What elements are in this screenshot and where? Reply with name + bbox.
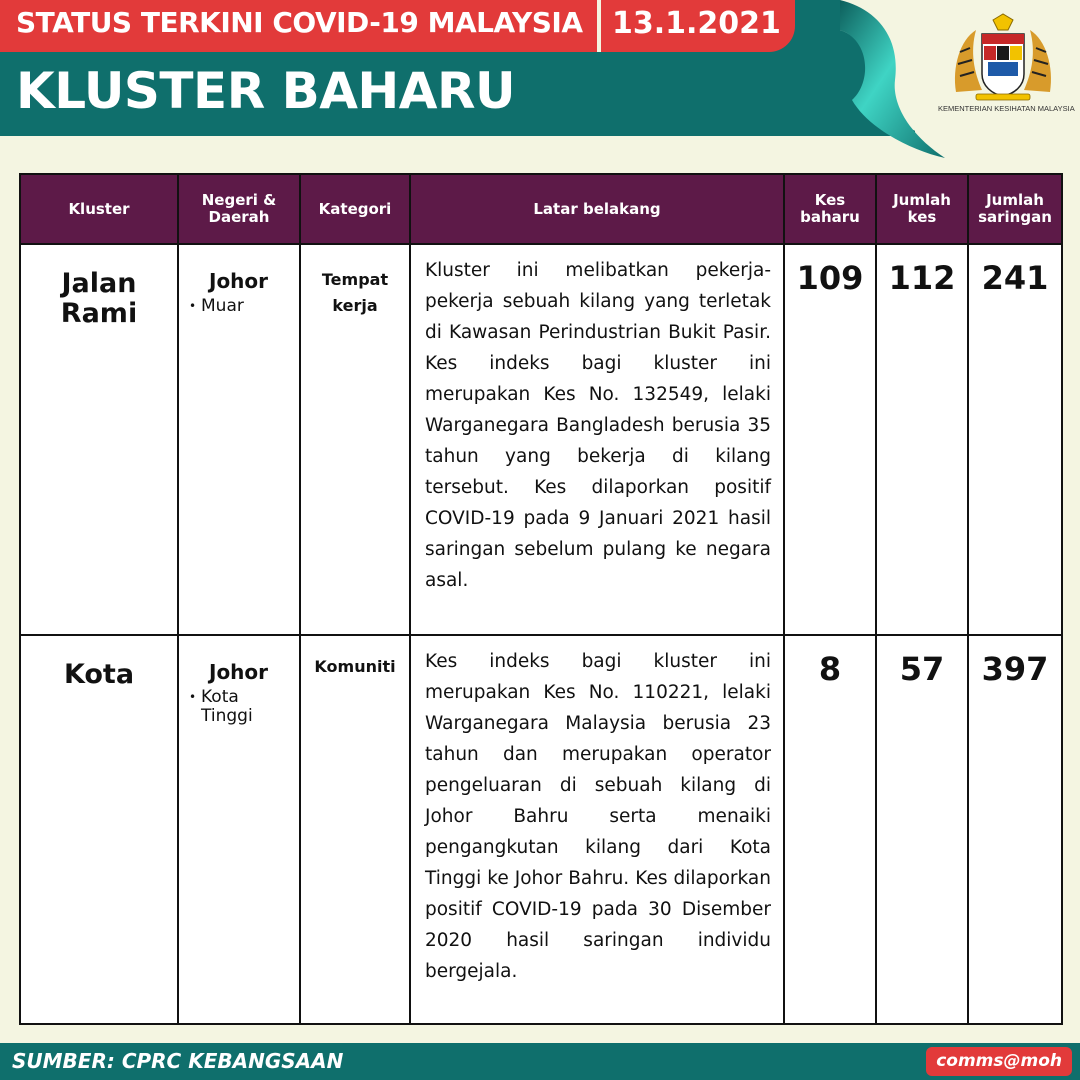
new-cases-cell [784, 244, 876, 635]
district-name: Muar [201, 296, 244, 316]
column-header: Latar belakang [410, 174, 784, 244]
status-bar [0, 0, 795, 52]
location-cell [178, 244, 300, 635]
table-header-row [20, 174, 1062, 244]
page-title: KLUSTER BAHARU [16, 62, 516, 120]
column-header: Negeri & Daerah [178, 174, 300, 244]
category-cell [300, 244, 410, 635]
ministry-label: KEMENTERIAN KESIHATAN MALAYSIA [938, 104, 1075, 113]
status-label: STATUS TERKINI COVID-19 MALAYSIA [16, 6, 583, 39]
background-cell [410, 635, 784, 1024]
bullet-icon: • [189, 299, 197, 313]
cluster-cell [20, 635, 178, 1024]
district-name: Kota Tinggi [201, 687, 253, 726]
bullet-icon: • [189, 690, 197, 704]
category-cell [300, 635, 410, 1024]
footer-band [0, 1043, 1080, 1080]
cluster-cell [20, 244, 178, 635]
new-cases-value: 109 [796, 259, 864, 297]
district-item [179, 293, 299, 316]
column-header: Kluster [20, 174, 178, 244]
location-cell [178, 635, 300, 1024]
cluster-name: Jalan Rami [60, 268, 138, 329]
cluster-table [19, 173, 1063, 1025]
screenings-cell [968, 244, 1062, 635]
district-item [179, 684, 299, 726]
state-name: Johor [209, 660, 269, 684]
total-cases-value: 112 [888, 259, 956, 297]
column-header: Kes baharu [784, 174, 876, 244]
table-row [20, 244, 1062, 635]
category-label: Komuniti [314, 657, 396, 676]
cluster-name: Kota [63, 659, 135, 690]
screenings-value: 397 [981, 650, 1049, 688]
background-text: Kluster ini melibatkan pekerja-pekerja sebuah kilang yang terletak di Kawasan Perindustrian Bukit Pasir. Kes indeks bagi kluster ini merupakan Kes No. 132549, lelaki Warganegara Bangladesh berusia 35 tahun yang bekerja di kilang tersebut. Kes dilaporkan positif COVID-19 pada 9 Januari 2021 hasil saringan sebelum pulang ke negara asal. [425, 260, 771, 591]
column-header: Kategori [300, 174, 410, 244]
status-date: 13.1.2021 [612, 6, 781, 41]
comms-tag: comms@moh [926, 1047, 1072, 1076]
status-divider [597, 0, 601, 52]
table-row [20, 635, 1062, 1024]
background-text: Kes indeks bagi kluster ini merupakan Kes No. 110221, lelaki Warganegara Malaysia berusia 23 tahun dan merupakan operator pengeluaran di sebuah kilang di Johor Bahru serta menaiki pengangkutan kilang dari Kota Tinggi ke Johor Bahru. Kes dilaporkan positif COVID-19 pada 30 Disember 2020 hasil saringan individu bergejala. [425, 651, 771, 982]
column-header: Jumlah kes [876, 174, 968, 244]
source-label: SUMBER: CPRC KEBANGSAAN [12, 1049, 344, 1073]
screenings-cell [968, 635, 1062, 1024]
total-cases-cell [876, 244, 968, 635]
coat-of-arms-icon [948, 12, 1058, 102]
category-label: Tempat kerja [321, 270, 389, 315]
state-name: Johor [209, 269, 269, 293]
column-header: Jumlah saringan [968, 174, 1062, 244]
new-cases-value: 8 [818, 650, 842, 688]
page-curl-icon [840, 0, 950, 160]
screenings-value: 241 [981, 259, 1049, 297]
total-cases-cell [876, 635, 968, 1024]
new-cases-cell [784, 635, 876, 1024]
background-cell [410, 244, 784, 635]
total-cases-value: 57 [899, 650, 945, 688]
